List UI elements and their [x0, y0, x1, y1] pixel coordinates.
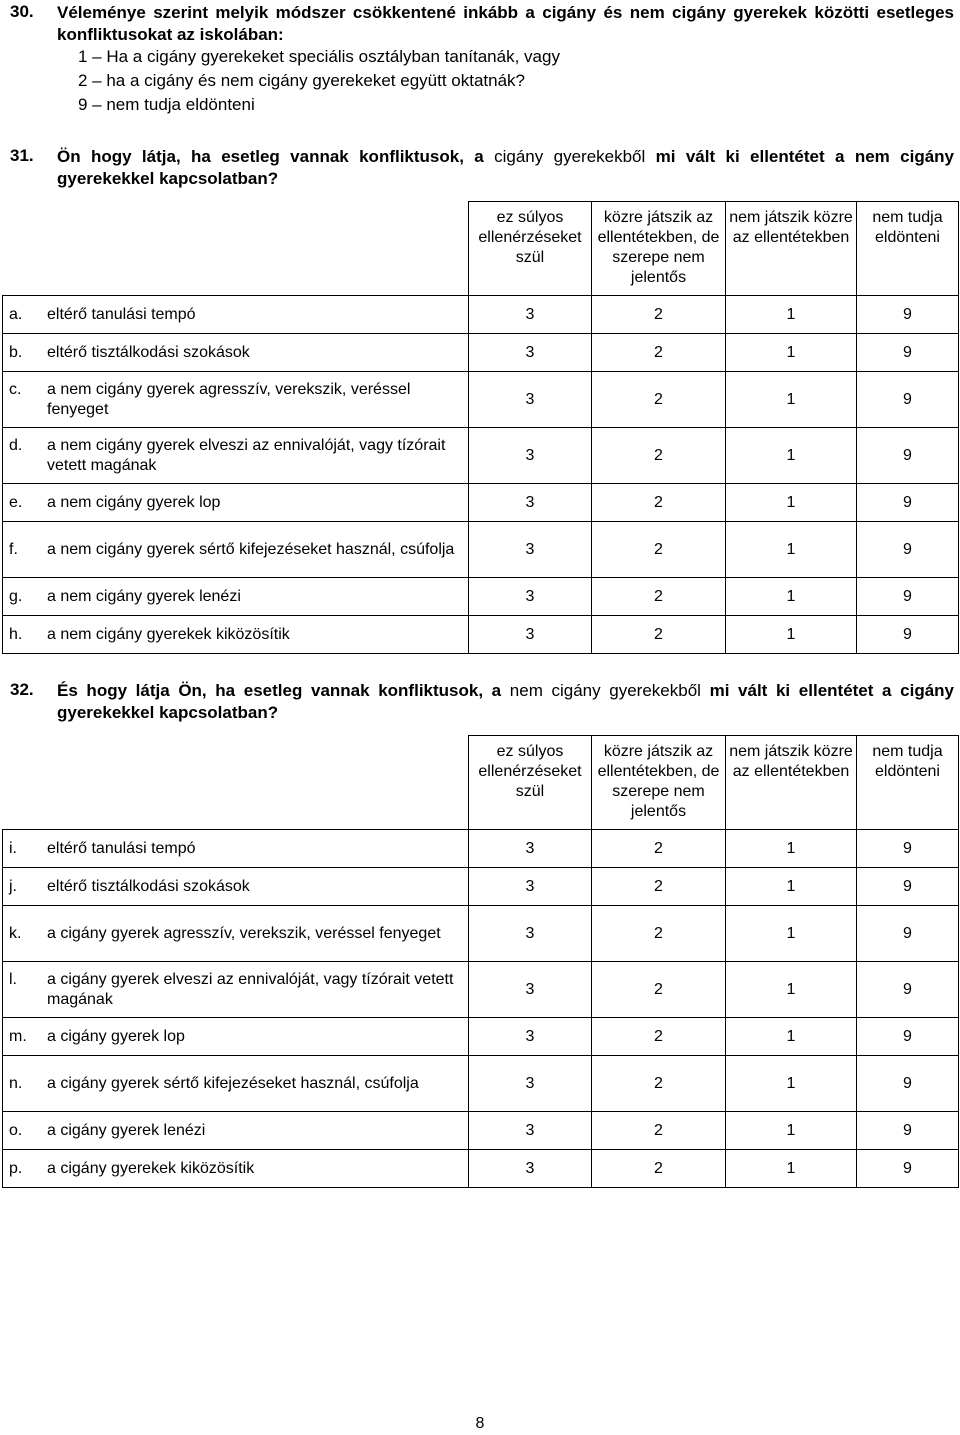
value-serious[interactable]: 3: [469, 334, 592, 372]
question-31-text-part-2: mi vált ki ellentétet a nem cigány gyerekekkel kapcsolatban?: [57, 147, 954, 188]
value-not-contributes[interactable]: 1: [726, 428, 857, 484]
item-text: eltérő tanulási tempó: [47, 305, 196, 323]
header-dont-know: nem tudja eldönteni: [857, 736, 959, 830]
value-dont-know[interactable]: 9: [857, 1150, 959, 1188]
value-not-contributes[interactable]: 1: [726, 1112, 857, 1150]
item-letter: d.: [9, 436, 23, 454]
item-letter: n.: [9, 1074, 23, 1092]
item-cell: [3, 868, 469, 906]
item-letter: i.: [9, 839, 17, 857]
item-text: a cigány gyerekek kiközösítik: [47, 1159, 255, 1177]
value-serious[interactable]: 3: [469, 372, 592, 428]
item-text: eltérő tisztálkodási szokások: [47, 877, 250, 895]
value-not-contributes[interactable]: 1: [726, 372, 857, 428]
value-serious[interactable]: 3: [469, 830, 592, 868]
question-32-number: 32.: [10, 680, 34, 699]
value-contributes[interactable]: 2: [592, 1056, 726, 1112]
item-text: a nem cigány gyerek lenézi: [47, 587, 241, 605]
item-text: eltérő tanulási tempó: [47, 839, 196, 857]
value-dont-know[interactable]: 9: [857, 830, 959, 868]
value-contributes[interactable]: 2: [592, 906, 726, 962]
value-serious[interactable]: 3: [469, 484, 592, 522]
value-dont-know[interactable]: 9: [857, 484, 959, 522]
question-31-number: 31.: [10, 146, 34, 165]
question-32-text-part-2: mi vált ki ellentétet a cigány gyerekekkel kapcsolatban?: [57, 681, 954, 722]
question-31-text: [57, 146, 954, 190]
value-not-contributes[interactable]: 1: [726, 962, 857, 1018]
value-contributes[interactable]: 2: [592, 522, 726, 578]
table-row: [3, 868, 959, 906]
value-dont-know[interactable]: 9: [857, 1056, 959, 1112]
item-cell: [3, 522, 469, 578]
question-30-option-2: 2 – ha a cigány és nem cigány gyerekeket együtt oktatnák?: [78, 71, 525, 90]
item-cell: [3, 1018, 469, 1056]
value-serious[interactable]: 3: [469, 962, 592, 1018]
item-text: a nem cigány gyerekek kiközösítik: [47, 625, 290, 643]
value-contributes[interactable]: 2: [592, 616, 726, 654]
table-row: [3, 296, 959, 334]
question-31-text-part-1: Ön hogy látja, ha esetleg vannak konfliktusok, a: [57, 147, 495, 166]
table-row: [3, 578, 959, 616]
table-row: [3, 428, 959, 484]
item-text: a nem cigány gyerek sértő kifejezéseket használ, csúfolja: [47, 540, 455, 558]
value-serious[interactable]: 3: [469, 296, 592, 334]
value-contributes[interactable]: 2: [592, 428, 726, 484]
item-text: a nem cigány gyerek lop: [47, 493, 221, 511]
value-contributes[interactable]: 2: [592, 484, 726, 522]
item-cell: [3, 484, 469, 522]
value-not-contributes[interactable]: 1: [726, 616, 857, 654]
item-letter: c.: [9, 380, 22, 398]
item-letter: j.: [9, 877, 17, 895]
table-row: [3, 522, 959, 578]
item-text: a nem cigány gyerek elveszi az ennivalóját, vagy tízórait vetett magának: [47, 436, 446, 474]
value-contributes[interactable]: 2: [592, 372, 726, 428]
item-text: a cigány gyerek lenézi: [47, 1121, 206, 1139]
value-contributes[interactable]: 2: [592, 334, 726, 372]
item-letter: h.: [9, 625, 23, 643]
item-text: a cigány gyerek elveszi az ennivalóját, vagy tízórait vetett magának: [47, 970, 454, 1008]
item-cell: [3, 962, 469, 1018]
item-cell: [3, 906, 469, 962]
table-row: [3, 616, 959, 654]
question-30-option-1: 1 – Ha a cigány gyerekeket speciális osztályban tanítanák, vagy: [78, 47, 560, 66]
value-dont-know[interactable]: 9: [857, 962, 959, 1018]
value-not-contributes[interactable]: 1: [726, 484, 857, 522]
question-32-text-part-1: És hogy látja Ön, ha esetleg vannak konfliktusok, a: [57, 681, 510, 700]
value-not-contributes[interactable]: 1: [726, 296, 857, 334]
item-cell: [3, 334, 469, 372]
value-serious[interactable]: 3: [469, 1056, 592, 1112]
table-header-row: [3, 202, 959, 296]
value-dont-know[interactable]: 9: [857, 1112, 959, 1150]
question-30-text: Véleménye szerint melyik módszer csökkentené inkább a cigány és nem cigány gyerekek közötti esetleges konfliktusokat az iskolában:: [57, 3, 954, 44]
value-dont-know[interactable]: 9: [857, 906, 959, 962]
value-serious[interactable]: 3: [469, 906, 592, 962]
item-letter: l.: [9, 970, 17, 988]
value-serious[interactable]: 3: [469, 522, 592, 578]
header-contributes: közre játszik az ellentétekben, de szerepe nem jelentős: [592, 736, 726, 830]
table-row: [3, 372, 959, 428]
value-serious[interactable]: 3: [469, 1112, 592, 1150]
item-letter: f.: [9, 540, 18, 558]
table-row: [3, 1018, 959, 1056]
value-contributes[interactable]: 2: [592, 962, 726, 1018]
question-32-text: [57, 680, 954, 724]
item-letter: o.: [9, 1121, 23, 1139]
question-31-table: [2, 201, 959, 654]
value-dont-know[interactable]: 9: [857, 868, 959, 906]
value-not-contributes[interactable]: 1: [726, 906, 857, 962]
item-cell: [3, 578, 469, 616]
question-30-number: 30.: [10, 2, 34, 21]
value-not-contributes[interactable]: 1: [726, 522, 857, 578]
table-row: [3, 906, 959, 962]
value-dont-know[interactable]: 9: [857, 522, 959, 578]
item-cell: [3, 296, 469, 334]
table-row: [3, 962, 959, 1018]
item-text: a cigány gyerek agresszív, verekszik, veréssel fenyeget: [47, 924, 441, 942]
value-not-contributes[interactable]: 1: [726, 1018, 857, 1056]
value-dont-know[interactable]: 9: [857, 372, 959, 428]
value-serious[interactable]: 3: [469, 868, 592, 906]
value-contributes[interactable]: 2: [592, 830, 726, 868]
table-row: [3, 830, 959, 868]
value-not-contributes[interactable]: 1: [726, 1056, 857, 1112]
value-serious[interactable]: 3: [469, 616, 592, 654]
table-row: [3, 1150, 959, 1188]
header-not-contributes: nem játszik közre az ellentétekben: [726, 736, 857, 830]
item-cell: [3, 616, 469, 654]
value-serious[interactable]: 3: [469, 428, 592, 484]
value-contributes[interactable]: 2: [592, 868, 726, 906]
item-text: a cigány gyerek sértő kifejezéseket használ, csúfolja: [47, 1074, 419, 1092]
question-32-text-subject: nem cigány gyerekekből: [509, 681, 701, 700]
value-not-contributes[interactable]: 1: [726, 830, 857, 868]
value-contributes[interactable]: 2: [592, 1018, 726, 1056]
item-letter: m.: [9, 1027, 27, 1045]
item-letter: g.: [9, 587, 23, 605]
question-31-text-subject: cigány gyerekekből: [494, 147, 646, 166]
value-dont-know[interactable]: 9: [857, 296, 959, 334]
item-cell: [3, 372, 469, 428]
header-not-contributes: nem játszik közre az ellentétekben: [726, 202, 857, 296]
value-serious[interactable]: 3: [469, 578, 592, 616]
table-row: [3, 334, 959, 372]
item-cell: [3, 830, 469, 868]
item-letter: a.: [9, 305, 23, 323]
value-not-contributes[interactable]: 1: [726, 578, 857, 616]
page-number: 8: [475, 1415, 485, 1432]
item-cell: [3, 1150, 469, 1188]
value-contributes[interactable]: 2: [592, 578, 726, 616]
value-contributes[interactable]: 2: [592, 1150, 726, 1188]
item-letter: b.: [9, 343, 23, 361]
value-not-contributes[interactable]: 1: [726, 1150, 857, 1188]
question-32-table: [2, 735, 959, 1188]
value-contributes[interactable]: 2: [592, 1112, 726, 1150]
table-row: [3, 1112, 959, 1150]
table-row: [3, 484, 959, 522]
value-serious[interactable]: 3: [469, 1018, 592, 1056]
header-dont-know: nem tudja eldönteni: [857, 202, 959, 296]
item-letter: p.: [9, 1159, 23, 1177]
value-not-contributes[interactable]: 1: [726, 334, 857, 372]
header-contributes: közre játszik az ellentétekben, de szerepe nem jelentős: [592, 202, 726, 296]
question-30-option-9: 9 – nem tudja eldönteni: [78, 95, 255, 114]
item-cell: [3, 1056, 469, 1112]
table-header-row: [3, 736, 959, 830]
item-text: eltérő tisztálkodási szokások: [47, 343, 250, 361]
item-text: a nem cigány gyerek agresszív, verekszik, veréssel fenyeget: [47, 380, 411, 418]
value-dont-know[interactable]: 9: [857, 616, 959, 654]
item-letter: k.: [9, 924, 22, 942]
item-cell: [3, 428, 469, 484]
value-dont-know[interactable]: 9: [857, 334, 959, 372]
table-row: [3, 1056, 959, 1112]
item-text: a cigány gyerek lop: [47, 1027, 185, 1045]
header-serious: ez súlyos ellenérzéseket szül: [469, 202, 592, 296]
item-cell: [3, 1112, 469, 1150]
value-contributes[interactable]: 2: [592, 296, 726, 334]
value-not-contributes[interactable]: 1: [726, 868, 857, 906]
value-serious[interactable]: 3: [469, 1150, 592, 1188]
value-dont-know[interactable]: 9: [857, 578, 959, 616]
value-dont-know[interactable]: 9: [857, 428, 959, 484]
header-serious: ez súlyos ellenérzéseket szül: [469, 736, 592, 830]
value-dont-know[interactable]: 9: [857, 1018, 959, 1056]
item-letter: e.: [9, 493, 23, 511]
